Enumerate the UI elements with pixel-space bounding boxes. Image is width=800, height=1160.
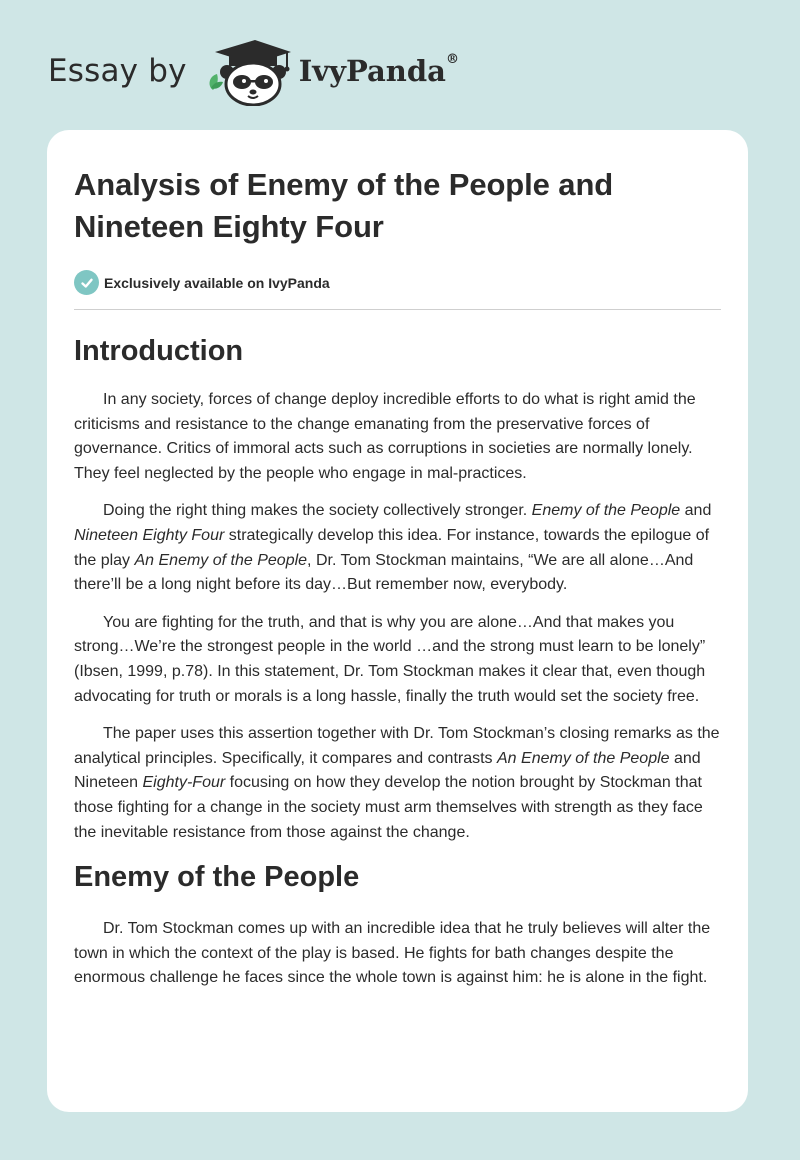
brand-header[interactable] bbox=[48, 36, 459, 106]
panda-graduation-cap-icon bbox=[203, 36, 295, 106]
paragraph: In any society, forces of change deploy incredible efforts to do what is right amid the criticisms and resistance to the change emanating from the preservative forces of governance. Critics of immoral acts such as corruptions in societies are normally lonely. They feel neglected by the people who engage in mal-practices. bbox=[74, 391, 696, 482]
work-title: Enemy of the People bbox=[531, 502, 681, 520]
check-icon bbox=[74, 270, 99, 295]
exclusive-badge-text: Exclusively available on IvyPanda bbox=[104, 274, 330, 291]
brand-name: IvyPanda® bbox=[298, 51, 459, 88]
brand-prefix: Essay by bbox=[48, 52, 187, 89]
section-heading: Introduction bbox=[74, 335, 244, 367]
work-title: An Enemy of the People bbox=[134, 551, 308, 569]
paragraph: Doing the right thing makes the society collectively stronger. Enemy of the People and Nineteen Eighty Four strategically develop this idea. For instance, towards the epilogue of the play An Enemy of the People, Dr. Tom Stockman maintains, “We are all alone…And there’ll be a long night before its day…But remember now, everybody. bbox=[74, 502, 712, 594]
essay-card bbox=[47, 130, 748, 1112]
section-heading: Enemy of the People bbox=[74, 861, 360, 894]
essay-title: Analysis of Enemy of the People and Nineteen Eighty Four bbox=[74, 167, 614, 244]
work-title: Eighty-Four bbox=[142, 774, 226, 792]
paragraph: The paper uses this assertion together with Dr. Tom Stockman’s closing remarks as the analytical principles. Specifically, it compares and contrasts An Enemy of the People and Nineteen Eighty-Four focusing on how they develop the notion brought by Stockman that those fighting for a change in the society must arm themselves with strength as they face the inevitable resistance from those against the change. bbox=[74, 725, 720, 841]
paragraph: You are fighting for the truth, and that is why you are alone…And that makes you strong…We’re the strongest people in the world …and the strong must learn to be lonely” (Ibsen, 1999, p.78). In this statement, Dr. Tom Stockman makes it clear that, even though advocating for truth or morals is a long hassle, finally the truth would set the society free. bbox=[74, 613, 706, 705]
title-divider bbox=[74, 309, 721, 310]
exclusive-badge bbox=[74, 270, 721, 295]
registered-mark: ® bbox=[445, 51, 459, 67]
work-title: An Enemy of the People bbox=[497, 749, 670, 767]
work-title: Nineteen Eighty Four bbox=[74, 526, 225, 544]
paragraph: Dr. Tom Stockman comes up with an incredible idea that he truly believes will alter the town in which the context of the play is based. He fights for bath changes despite the enormous challenge he faces since the whole town is against him: he is alone in the fight. bbox=[74, 920, 711, 987]
essay-body bbox=[74, 332, 721, 991]
